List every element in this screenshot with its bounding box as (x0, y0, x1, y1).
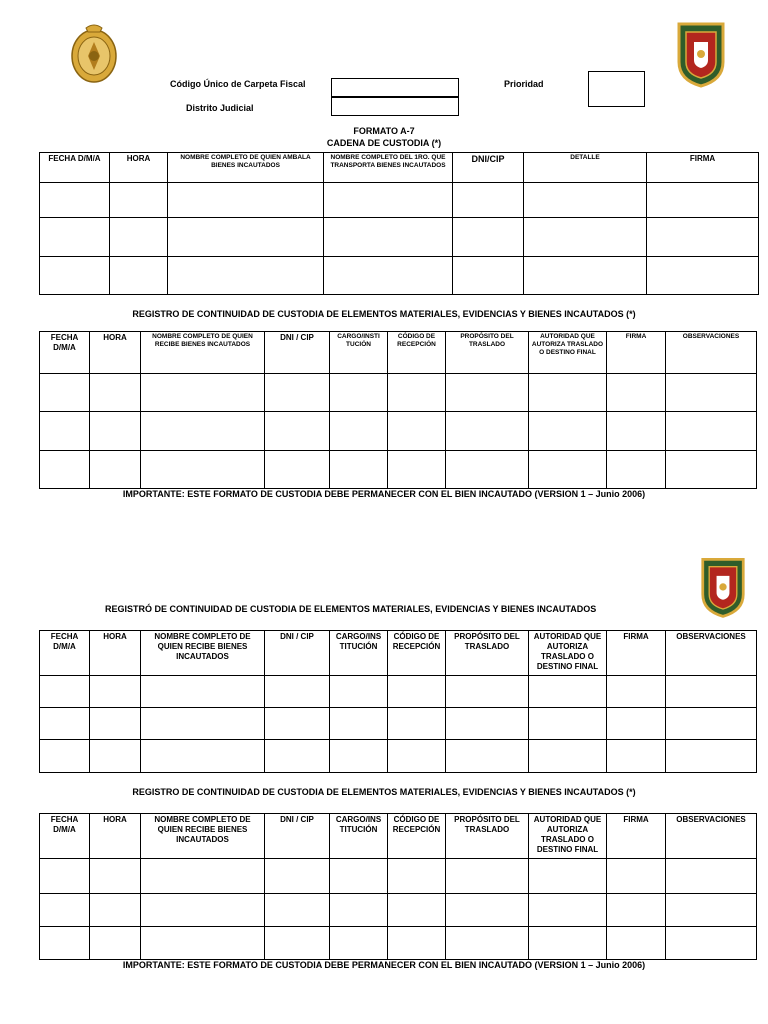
col-fecha: FECHA D/M/A (40, 332, 90, 374)
table-row[interactable] (40, 708, 757, 740)
col-hora: HORA (90, 631, 141, 676)
distrito-label: Distrito Judicial (186, 103, 254, 113)
table-row (40, 257, 759, 295)
distrito-input[interactable] (331, 97, 459, 116)
col-hora: HORA (90, 814, 141, 859)
table-row[interactable] (40, 927, 757, 960)
table-cell[interactable] (647, 183, 759, 218)
continuidad-table-2 (39, 630, 757, 773)
col-autoridad: AUTORIDAD QUE AUTORIZA TRASLADO O DESTINO FINAL (529, 332, 607, 374)
table-cell[interactable] (453, 183, 524, 218)
col-firma: FIRMA (647, 153, 759, 183)
table-cell[interactable] (324, 218, 453, 257)
col-cargo: CARGO/INS TITUCIÓN (330, 814, 388, 859)
table-cell[interactable] (110, 218, 168, 257)
col-hora: HORA (110, 153, 168, 183)
table-cell[interactable] (168, 218, 324, 257)
col-fecha: FECHA D/M/A (40, 153, 110, 183)
col-recibe: NOMBRE COMPLETO DE QUIEN RECIBE BIENES INCAUTADOS (141, 814, 265, 859)
policia-shield-icon-2 (700, 552, 746, 620)
section3-title: REGISTRÓ DE CONTINUIDAD DE CUSTODIA DE ELEMENTOS MATERIALES, EVIDENCIAS Y BIENES INCAUTADOS (105, 604, 597, 614)
col-dni: DNI / CIP (265, 332, 330, 374)
col-observaciones: OBSERVACIONES (666, 631, 757, 676)
codigo-label: Código Único de Carpeta Fiscal (170, 79, 306, 89)
table-cell[interactable] (453, 218, 524, 257)
col-codigo: CÓDIGO DE RECEPCIÓN (388, 814, 446, 859)
prioridad-label: Prioridad (504, 79, 544, 89)
col-cargo: CARGO/INS TITUCIÓN (330, 631, 388, 676)
table-cell[interactable] (524, 257, 647, 295)
cadena-title: CADENA DE CUSTODIA (*) (326, 138, 442, 148)
table-cell[interactable] (524, 183, 647, 218)
table-row (40, 218, 759, 257)
col-codigo: CÓDIGO DE RECEPCIÓN (388, 631, 446, 676)
continuidad-table-3 (39, 813, 757, 960)
col-cargo: CARGO/INSTI TUCIÓN (330, 332, 388, 374)
cadena-table (39, 152, 759, 295)
table-cell[interactable] (40, 183, 110, 218)
table-cell[interactable] (110, 183, 168, 218)
col-recibe: NOMBRE COMPLETO DE QUIEN RECIBE BIENES INCAUTADOS (141, 332, 265, 374)
table-row[interactable] (40, 894, 757, 927)
col-hora: HORA (90, 332, 141, 374)
col-observaciones: OBSERVACIONES (666, 814, 757, 859)
col-recibe: NOMBRE COMPLETO DE QUIEN RECIBE BIENES INCAUTADOS (141, 631, 265, 676)
col-embala: NOMBRE COMPLETO DE QUIEN AMBALA BIENES INCAUTADOS (168, 153, 324, 183)
fiscalia-seal-icon (70, 20, 118, 84)
col-detalle: DETALLE (524, 153, 647, 183)
col-fecha: FECHA D/M/A (40, 814, 90, 859)
col-autoridad: AUTORIDAD QUE AUTORIZA TRASLADO O DESTINO FINAL (529, 631, 607, 676)
col-firma: FIRMA (607, 332, 666, 374)
table-cell[interactable] (168, 257, 324, 295)
col-transporta: NOMBRE COMPLETO DEL 1RO. QUE TRANSPORTA BIENES INCAUTADOS (324, 153, 453, 183)
continuidad-table-1 (39, 331, 757, 489)
table-cell[interactable] (40, 257, 110, 295)
col-firma: FIRMA (607, 814, 666, 859)
format-label: FORMATO A-7 (353, 126, 415, 136)
importante-note-1: IMPORTANTE: ESTE FORMATO DE CUSTODIA DEBE PERMANECER CON EL BIEN INCAUTADO (VERSION 1 – Junio 2006) (122, 489, 646, 499)
col-dni: DNI/CIP (453, 153, 524, 183)
table-cell[interactable] (324, 257, 453, 295)
table-cell[interactable] (647, 257, 759, 295)
col-proposito: PROPÓSITO DEL TRASLADO (446, 631, 529, 676)
table-cell[interactable] (524, 218, 647, 257)
table-cell[interactable] (110, 257, 168, 295)
importante-note-2: IMPORTANTE: ESTE FORMATO DE CUSTODIA DEBE PERMANECER CON EL BIEN INCAUTADO (VERSION 1 – Junio 2006) (122, 960, 646, 970)
table-cell[interactable] (453, 257, 524, 295)
table-row (40, 183, 759, 218)
table-cell[interactable] (40, 218, 110, 257)
col-dni: DNI / CIP (265, 814, 330, 859)
prioridad-input[interactable] (588, 71, 645, 107)
codigo-input[interactable] (331, 78, 459, 97)
table-cell[interactable] (647, 218, 759, 257)
table-row[interactable] (40, 740, 757, 773)
col-dni: DNI / CIP (265, 631, 330, 676)
col-proposito: PROPÓSITO DEL TRASLADO (446, 332, 529, 374)
col-fecha: FECHA D/M/A (40, 631, 90, 676)
col-observaciones: OBSERVACIONES (666, 332, 757, 374)
col-autoridad: AUTORIDAD QUE AUTORIZA TRASLADO O DESTINO FINAL (529, 814, 607, 859)
section2-title: REGISTRO DE CONTINUIDAD DE CUSTODIA DE ELEMENTOS MATERIALES, EVIDENCIAS Y BIENES INCAUTADOS (*) (132, 309, 636, 319)
table-cell[interactable] (324, 183, 453, 218)
table-cell[interactable] (168, 183, 324, 218)
col-codigo: CÓDIGO DE RECEPCIÓN (388, 332, 446, 374)
col-proposito: PROPÓSITO DEL TRASLADO (446, 814, 529, 859)
policia-shield-icon (676, 18, 726, 88)
col-firma: FIRMA (607, 631, 666, 676)
table-row[interactable] (40, 374, 757, 412)
table-row[interactable] (40, 676, 757, 708)
table-row[interactable] (40, 859, 757, 894)
table-row[interactable] (40, 412, 757, 451)
section4-title: REGISTRO DE CONTINUIDAD DE CUSTODIA DE ELEMENTOS MATERIALES, EVIDENCIAS Y BIENES INCAUTADOS (*) (132, 787, 636, 797)
table-row[interactable] (40, 451, 757, 489)
